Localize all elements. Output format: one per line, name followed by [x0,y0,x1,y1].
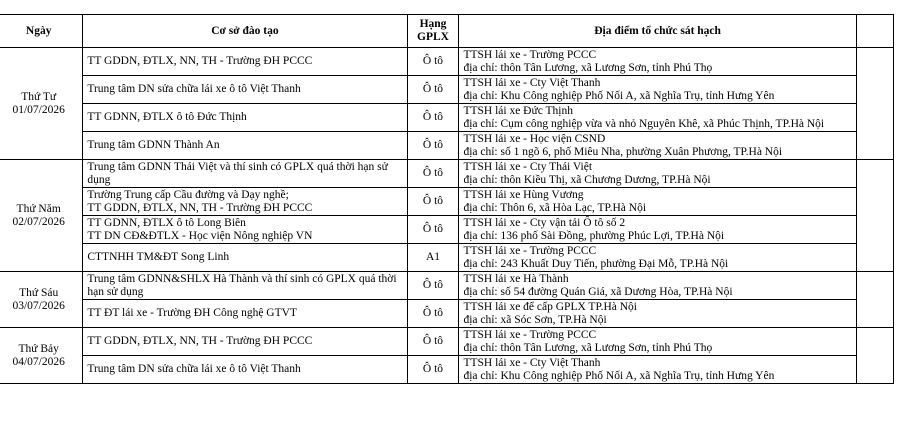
header-dia-diem: Địa điểm tổ chức sát hạch [459,15,856,48]
co-so-cell: CTTNHH TM&ĐT Song Linh [83,244,407,272]
co-so-cell: Trung tâm GDNN&SHLX Hà Thành và thí sinh có GPLX quá thời hạn sử dụng [83,272,407,300]
dia-diem-cell: TTSH lái xe - Trường PCCC địa chỉ: 243 Khuất Duy Tiến, phường Đại Mỗ, TP.Hà Nội [459,244,856,272]
dia-diem-cell: TTSH lái xe - Cty Việt Thanh địa chỉ: Khu Công nghiệp Phố Nối A, xã Nghĩa Trụ, tỉnh Hưng Yên [459,356,856,384]
co-so-cell: TT ĐT lái xe - Trường ĐH Công nghệ GTVT [83,300,407,328]
day-date: 01/07/2026 [12,103,65,116]
day-name: Thứ Năm [16,202,61,215]
hang-cell: Ô tô [407,48,459,76]
dia-diem-cell: TTSH lái xe Hùng Vương địa chỉ: Thôn 6, xã Hòa Lạc, TP.Hà Nội [459,188,856,216]
hang-cell: Ô tô [407,216,459,244]
hang-cell: Ô tô [407,272,459,300]
co-so-cell: TT GDDN, ĐTLX, NN, TH - Trường ĐH PCCC [83,328,407,356]
dia-diem-cell: TTSH lái xe Hà Thành địa chỉ: số 54 đường Quán Giá, xã Dương Hòa, TP.Hà Nội [459,272,856,300]
co-so-cell: Trung tâm DN sửa chữa lái xe ô tô Việt Thanh [83,76,407,104]
table-row [0,160,894,188]
hang-cell: A1 [407,244,459,272]
header-extra [856,15,893,48]
header-ngay: Ngày [0,15,83,48]
schedule-table [0,14,894,384]
day-name: Thứ Tư [21,90,57,103]
extra-cell [856,48,893,160]
extra-cell [856,160,893,272]
day-name: Thứ Bảy [18,342,59,355]
extra-cell [856,272,893,328]
co-so-cell: Trung tâm GDNN Thành An [83,132,407,160]
dia-diem-cell: TTSH lái xe - Cty Việt Thanh địa chỉ: Khu Công nghiệp Phố Nối A, xã Nghĩa Trụ, tỉnh Hưng Yên [459,76,856,104]
day-date: 03/07/2026 [12,299,65,312]
dia-diem-cell: TTSH lái xe - Trường PCCC địa chỉ: thôn Tân Lương, xã Lương Sơn, tỉnh Phú Thọ [459,48,856,76]
table-row [0,356,894,384]
co-so-cell: TT GDDN, ĐTLX, NN, TH - Trường ĐH PCCC [83,48,407,76]
hang-cell: Ô tô [407,300,459,328]
extra-cell [856,328,893,384]
co-so-cell: Trung tâm DN sửa chữa lái xe ô tô Việt Thanh [83,356,407,384]
day-name: Thứ Sáu [19,286,59,299]
co-so-cell: Trung tâm GDNN Thái Việt và thí sinh có GPLX quá thời hạn sử dụng [83,160,407,188]
table-row [0,132,894,160]
header-row [0,15,894,48]
table-row [0,76,894,104]
day-cell [0,160,83,272]
hang-cell: Ô tô [407,76,459,104]
hang-cell: Ô tô [407,132,459,160]
header-co-so: Cơ sở đào tạo [83,15,407,48]
dia-diem-cell: TTSH lái xe - Học viện CSND địa chỉ: số 1 ngõ 6, phố Miêu Nha, phường Xuân Phương, TP.Hà Nội [459,132,856,160]
header-hang: Hạng GPLX [407,15,459,48]
dia-diem-cell: TTSH lái xe - Cty vận tải Ô tô số 2 địa chỉ: 136 phố Sài Đồng, phường Phúc Lợi, TP.Hà Nội [459,216,856,244]
dia-diem-cell: TTSH lái xe để cấp GPLX TP.Hà Nội địa chỉ: xã Sóc Sơn, TP.Hà Nội [459,300,856,328]
day-cell [0,328,83,384]
day-date: 04/07/2026 [12,355,65,368]
table-row [0,188,894,216]
table-row [0,244,894,272]
table-row [0,328,894,356]
co-so-cell: TT GDNN, ĐTLX ô tô Long Biên TT DN CĐ&ĐTLX - Học viện Nông nghiệp VN [83,216,407,244]
day-date: 02/07/2026 [12,215,65,228]
table-row [0,48,894,76]
hang-cell: Ô tô [407,104,459,132]
hang-cell: Ô tô [407,188,459,216]
day-cell [0,272,83,328]
co-so-cell: Trường Trung cấp Cầu đường và Dạy nghề; TT GDDN, ĐTLX, NN, TH - Trường ĐH PCCC [83,188,407,216]
hang-cell: Ô tô [407,328,459,356]
co-so-cell: TT GDNN, ĐTLX ô tô Đức Thịnh [83,104,407,132]
dia-diem-cell: TTSH lái xe - Trường PCCC địa chỉ: thôn Tân Lương, xã Lương Sơn, tỉnh Phú Thọ [459,328,856,356]
dia-diem-cell: TTSH lái xe - Cty Thái Việt địa chỉ: thôn Kiều Thị, xã Chương Dương, TP.Hà Nội [459,160,856,188]
dia-diem-cell: TTSH lái xe Đức Thịnh địa chỉ: Cụm công nghiệp vừa và nhỏ Nguyên Khê, xã Phúc Thịnh, TP.Hà Nội [459,104,856,132]
hang-cell: Ô tô [407,160,459,188]
table-row [0,300,894,328]
table-row [0,272,894,300]
day-cell [0,48,83,160]
table-row [0,216,894,244]
table-row [0,104,894,132]
hang-cell: Ô tô [407,356,459,384]
